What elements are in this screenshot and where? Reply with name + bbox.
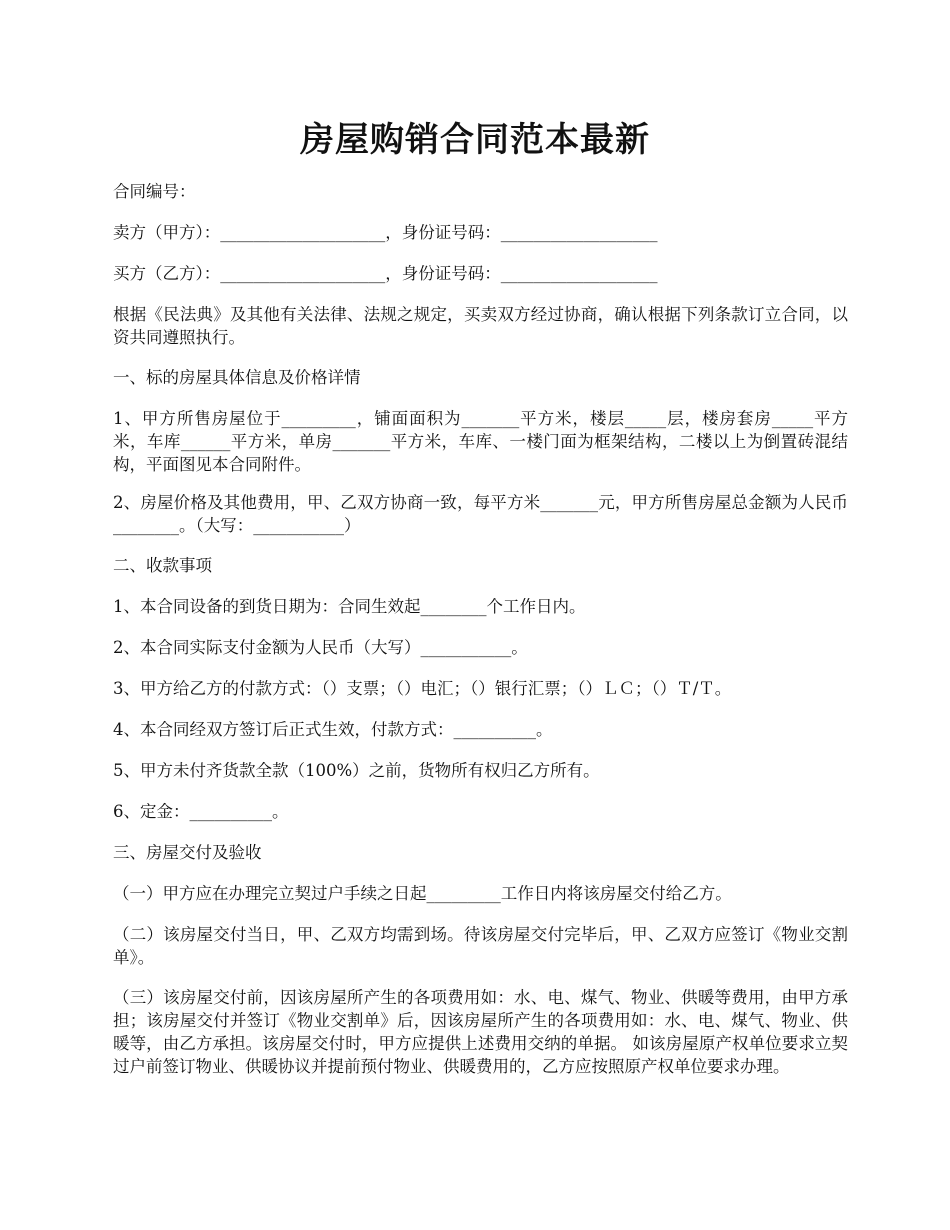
clause-2-3: 3、甲方给乙方的付款方式：（）支票；（）电汇；（）银行汇票；（）ＬＣ；（）Ｔ/Ｔ。 xyxy=(113,679,732,698)
clause-3-3: （三）该房屋交付前，因该房屋所产生的各项费用如：水、电、煤气、物业、供暖等费用，由甲方承担；该房屋交付并签订《物业交割单》后，因该房屋所产生的各项费用如：水、电、煤气、物业、供暖等，由乙方承担。该房屋交付时，甲方应提供上述费用交纳的单据。 如该房屋原产权单位要求立契过户前签订物业、供暖协议并提前预付物业、供暖费用的，乙方应按照原产权单位要求办理。 xyxy=(113,988,848,1076)
section-heading-1: 一、标的房屋具体信息及价格详情 xyxy=(113,368,361,387)
clause-2-6: 6、定金：__________。 xyxy=(113,802,289,821)
clause-3-2: （二）该房屋交付当日，甲、乙双方均需到场。待该房屋交付完毕后，甲、乙双方应签订《物业交割单》。 xyxy=(113,925,848,967)
preamble-paragraph: 根据《民法典》及其他有关法律、法规之规定，买卖双方经过协商，确认根据下列条款订立合同，以资共同遵照执行。 xyxy=(113,305,848,347)
clause-3-1: （一）甲方应在办理完立契过户手续之日起_________工作日内将该房屋交付给乙方。 xyxy=(113,884,732,903)
contract-number-line: 合同编号： xyxy=(113,182,196,201)
clause-2-1: 1、本合同设备的到货日期为：合同生效起________个工作日内。 xyxy=(113,597,586,616)
clause-2-2: 2、本合同实际支付金额为人民币（大写）___________。 xyxy=(113,638,528,657)
seller-line: 卖方（甲方）：____________________，身份证号码：___________________ xyxy=(113,223,658,242)
document-title: 房屋购销合同范本最新 xyxy=(300,120,650,160)
clause-2-4: 4、本合同经双方签订后正式生效，付款方式：__________。 xyxy=(113,720,553,739)
buyer-line: 买方（乙方）：____________________，身份证号码：___________________ xyxy=(113,264,658,283)
clause-1-2: 2、房屋价格及其他费用，甲、乙双方协商一致，每平方米_______元，甲方所售房屋总金额为人民币________。（大写：___________） xyxy=(113,493,848,535)
clause-2-5: 5、甲方未付齐货款全款（100%）之前，货物所有权归乙方所有。 xyxy=(113,761,600,780)
section-heading-2: 二、收款事项 xyxy=(113,556,212,575)
clause-1-1: 1、甲方所售房屋位于_________，铺面面积为_______平方米，楼层_____层，楼房套房_____平方米，车库______平方米，单房_______平方米，车库、一楼门面为框架结构，二楼以上为倒置砖混结构，平面图见本合同附件。 xyxy=(113,409,848,474)
section-heading-3: 三、房屋交付及验收 xyxy=(113,843,262,862)
